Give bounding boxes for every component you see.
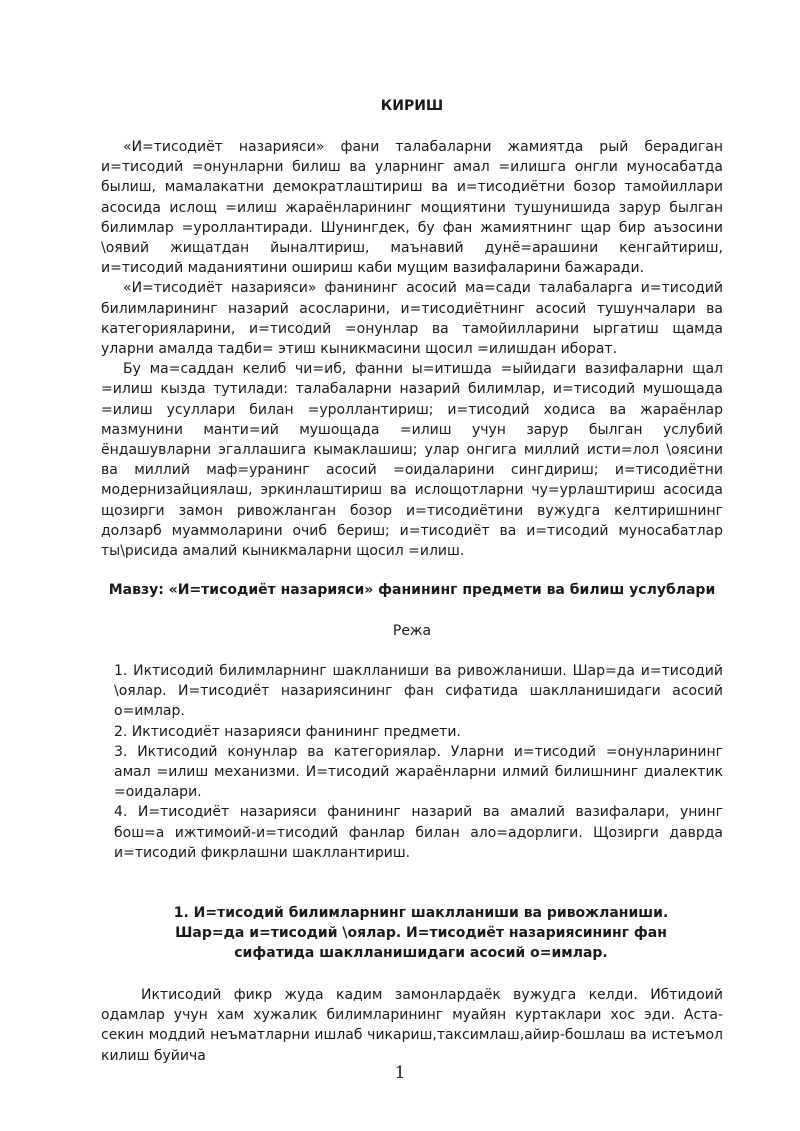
page-title: КИРИШ	[380, 98, 444, 114]
section-body	[101, 985, 723, 1066]
topic-heading: Мавзу: «И=тисодиёт назарияси» фанининг предмети ва билиш услублари	[108, 582, 716, 598]
plan-heading: Режа	[392, 623, 432, 639]
plan-item: 1. Иктисодий билимларнинг шаклланиши ва ривожланиши. Шар=да и=тисодий \оялар. И=тисодиёт назариясининг фан сифатида шаклланишидаги асосий о=имлар.	[114, 663, 723, 720]
page-number: 1	[394, 1063, 406, 1083]
plan-item: 3. Иктисодий конунлар ва категориялар. Уларни и=тисодий =онунларининг амал =илиш механизми. И=тисодий жараёнларни илмий билишнинг диалектик =оидалари.	[114, 743, 723, 801]
plan-item: 4. И=тисодиёт назарияси фанининг назарий ва амалий вазифалари, унинг бош=а ижтимоий-и=тисодий фанлар билан ало=адорлиги. Щозирги даврда и=тисодий фикрлашни шакллантириш.	[114, 804, 723, 861]
section-heading: 1. И=тисодий билимларнинг шаклланиши ва ривожланиши. Шар=да и=тисодий \оялар. И=тисодиёт назариясининг фан сифатида шаклланишидаги асосий о=имлар.	[173, 905, 669, 962]
plan-item: 2. Иктисодиёт назарияси фанининг предмети.	[114, 723, 461, 740]
intro-paragraph: «И=тисодиёт назарияси» фанининг асосий ма=сади талабаларга и=тисодий билимларининг назарий асосларини, и=тисодиётнинг асосий тушунчалари ва категорияларини, и=тисодий =онунлар ва тамойилларини ыргатиш щамда уларни амалда тадби= этиш кыникмасини щосил =илишдан иборат.	[101, 280, 723, 358]
intro-paragraph: «И=тисодиёт назарияси» фани талабаларни жамиятда рый берадиган и=тисодий =онунларни билиш ва уларнинг амал =илишга онгли муносабатда былиш, мамалакатни демократлаштириш ва и=тисодиётни бозор тамойиллари асосида ислощ =илиш жараёнларининг мощиятини тушунишида зарур былган билимлар =уроллантиради. Шунингдек, бу фан жамиятнинг щар бир аъзосини \оявий жищатдан йыналтириш, маънавий дунё=арашини кенгайтириш, и=тисодий маданиятини ошириш каби мущим вазифаларини бажаради.	[101, 139, 723, 277]
intro-section	[101, 137, 723, 561]
section-paragraph: Иктисодий фикр жуда кадим замонлардаёк вужудга келди. Ибтидоий одамлар учун хам хужалик билимларининг муайян куртаклари хос эди. Аста-секин моддий неъматларни ишлаб чикариш,таксимлаш,айир-бошлаш ва истеъмол килиш буйича	[101, 987, 723, 1064]
intro-paragraph: Бу ма=саддан келиб чи=иб, фанни ы=итишда =ыйидаги вазифаларни щал =илиш кызда тутилади: талабаларни назарий билимлар, и=тисодий мушощада =илиш усуллари билан =уроллантириш; и=тисодий ходиса ва жараёнлар мазмунини манти=ий мушощада =илиш учун зарур былган услубий ёндашувларни эгаллашига кымаклашиш; улар онгига миллий исти=лол \оясини ва миллий маф=уранинг асосий =оидаларини сингдириш; и=тисодиётни модернизайциялаш, эркинлаштириш ва ислощотларни чу=урлаштириш асосида щозирги замон ривожланган бозор и=тисодиётини вужудга келтиришнинг долзарб муаммоларини очиб бериш; и=тисодиёт ва и=тисодий муносабатлар ты\рисида амалий кыникмаларни щосил =илиш.	[101, 361, 723, 560]
plan-list	[114, 661, 723, 863]
